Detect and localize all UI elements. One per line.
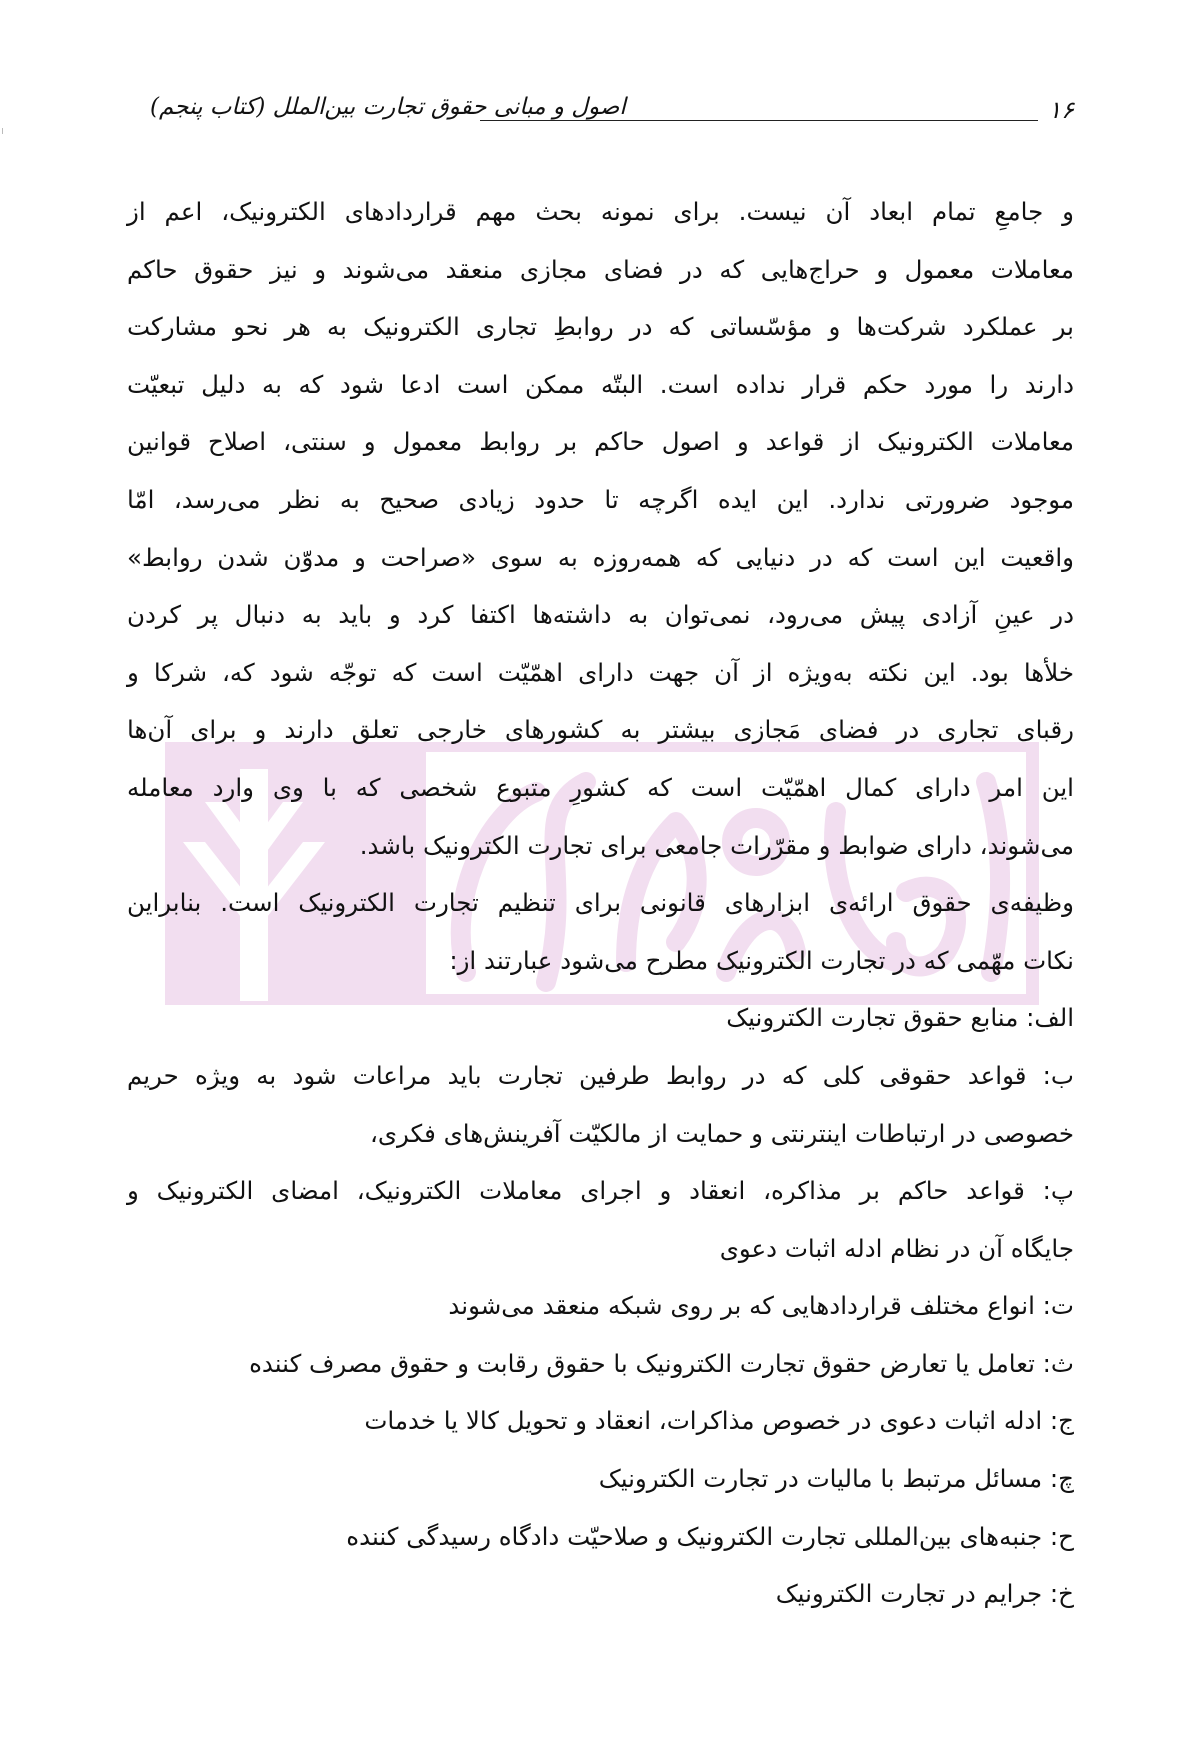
text-line: می‌شوند، دارای ضوابط و مقرّرات جامعی برای تجارت الکترونیک باشد. (359, 830, 1074, 860)
list-item (127, 1047, 1074, 1162)
running-header (150, 92, 1074, 132)
text-line: ح: جنبه‌های بین‌المللی تجارت الکترونیک و صلاحیّت دادگاه رسیدگی کننده (346, 1521, 1074, 1551)
margin-mark (2, 128, 3, 134)
text-line: بر عملکرد شرکت‌ها و مؤسّساتی که در روابطِ تجاری الکترونیک به هر نحو مشارکت (127, 312, 1074, 342)
text-line: پ: قواعد حاکم بر مذاکره، انعقاد و اجرای معاملات الکترونیک، امضای الکترونیک و (127, 1176, 1074, 1206)
text-line: این امر دارای کمال اهمّیّت است که کشورِ متبوع شخصی که با وی وارد معامله (127, 772, 1074, 802)
text-line: ج: ادله اثبات دعوی در خصوص مذاکرات، انعقاد و تحویل کالا یا خدمات (364, 1406, 1074, 1436)
list-item (127, 1392, 1074, 1450)
list-item (127, 1450, 1074, 1508)
list-item (127, 1162, 1074, 1277)
paragraph (127, 183, 1074, 874)
page-number: ۱۶ (1048, 96, 1074, 124)
text-line: دارند را مورد حکم قرار نداده است. البتّه ممکن است ادعا شود که به دلیل تبعیّت (127, 369, 1074, 399)
text-line: خ: جرایم در تجارت الکترونیک (775, 1579, 1074, 1609)
text-line: رقبای تجاری در فضای مَجازی بیشتر به کشورهای خارجی تعلق دارند و برای آن‌ها (127, 715, 1074, 745)
text-line: خلأها بود. این نکته به‌ویژه از آن جهت دارای اهمّیّت است که توجّه شود که، شرکا و (127, 657, 1074, 687)
list-item (127, 989, 1074, 1047)
list-item (127, 1277, 1074, 1335)
list-item (127, 1335, 1074, 1393)
text-line: چ: مسائل مرتبط با مالیات در تجارت الکترونیک (598, 1464, 1074, 1494)
paragraph (127, 874, 1074, 989)
text-line: واقعیت این است که در دنیایی که همه‌روزه به سوی «صراحت و مدوّن شدن روابط» (127, 542, 1074, 572)
text-line: در عینِ آزادی پیش می‌رود، نمی‌توان به داشته‌ها اکتفا کرد و باید به دنبال پر کردن (127, 600, 1074, 630)
list-item (127, 1508, 1074, 1566)
book-title: اصول و مبانی حقوق تجارت بین‌الملل (کتاب پنجم) (150, 94, 626, 120)
list-item (127, 1565, 1074, 1623)
text-line: و جامعِ تمام ابعاد آن نیست. برای نمونه بحث مهم قراردادهای الکترونیک، اعم از (127, 197, 1074, 226)
text-line: موجود ضرورتی ندارد. این ایده اگرچه تا حدود زیادی صحیح به نظر می‌رسد، امّا (127, 484, 1074, 514)
text-line: معاملات الکترونیک از قواعد و اصول حاکم بر روابط معمول و سنتی، اصلاح قوانین (127, 427, 1074, 457)
header-rule (480, 120, 1038, 121)
topic-list (127, 989, 1074, 1623)
text-line: ث: تعامل یا تعارض حقوق تجارت الکترونیک با حقوق رقابت و حقوق مصرف کننده (249, 1348, 1074, 1378)
text-line: خصوصی در ارتباطات اینترنتی و حمایت از مالکیّت آفرینش‌های فکری، (369, 1118, 1074, 1148)
text-line: الف: منابع حقوق تجارت الکترونیک (726, 1003, 1074, 1033)
text-line: ت: انواع مختلف قراردادهایی که بر روی شبکه منعقد می‌شوند (448, 1291, 1074, 1321)
text-line: نکات مهّمی که در تجارت الکترونیک مطرح می‌شود عبارتند از: (449, 945, 1074, 975)
page-body (127, 183, 1074, 1623)
text-line: ب: قواعد حقوقی کلی که در روابط طرفین تجارت باید مراعات شود به ویژه حریم (127, 1060, 1074, 1090)
text-line: وظیفه‌ی حقوق ارائه‌ی ابزارهای قانونی برای تنظیم تجارت الکترونیک است. بنابراین (127, 888, 1074, 918)
text-line: معاملات معمول و حراج‌هایی که در فضای مجازی منعقد می‌شوند و نیز حقوق حاکم (127, 254, 1074, 284)
text-line: جایگاه آن در نظام ادله اثبات دعوی (719, 1233, 1074, 1263)
